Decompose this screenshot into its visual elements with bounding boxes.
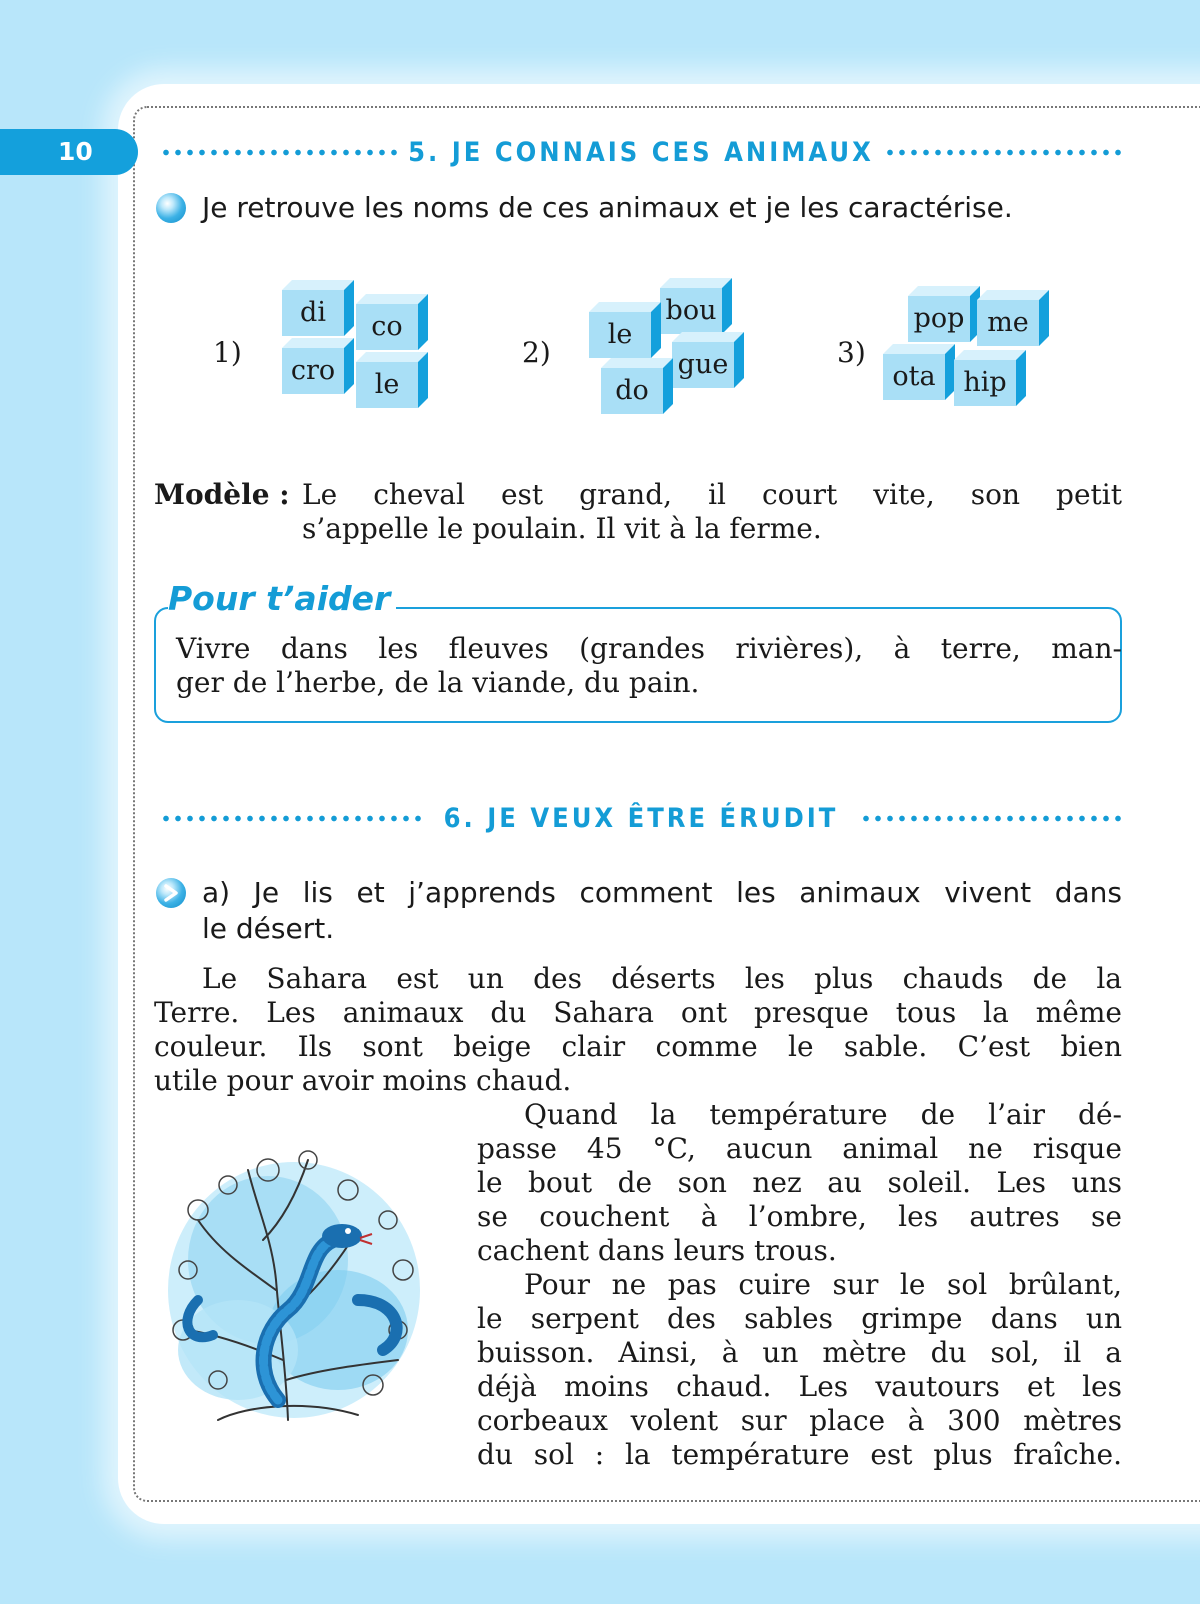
paragraph-line: Quand la température de l’air dé-	[524, 1098, 1122, 1131]
dotted-leader	[160, 815, 422, 822]
section-5-title: 5. JE CONNAIS CES ANIMAUX	[408, 136, 874, 168]
paragraph-line: buisson. Ainsi, à un mètre du sol, il a	[477, 1336, 1122, 1369]
paragraph-line: le serpent des sables grimpe dans un	[477, 1302, 1122, 1335]
snake-in-bush-illustration	[158, 1130, 430, 1430]
dotted-leader	[160, 149, 398, 156]
paragraph-line: corbeaux volent sur place à 300 mètres	[477, 1404, 1122, 1437]
paragraph-line: Pour ne pas cuire sur le sol brûlant,	[524, 1268, 1122, 1301]
syllable-cube: ota	[883, 344, 955, 400]
help-line: Vivre dans les fleuves (grandes rivières), à terre, man-	[176, 632, 1122, 665]
syllable-cube: pop	[908, 286, 980, 342]
paragraph-line: Le Sahara est un des déserts les plus chauds de la	[202, 962, 1122, 995]
section-6-instruction: le désert.	[202, 912, 335, 945]
puzzle-3-label: 3)	[837, 336, 866, 369]
paragraph-line: se couchent à l’ombre, les autres se	[477, 1200, 1122, 1233]
syllable-cube: bou	[660, 278, 732, 334]
paragraph-line: passe 45 °C, aucun animal ne risque	[477, 1132, 1122, 1165]
syllable-cube: le	[589, 302, 661, 358]
syllable-cube: cro	[282, 338, 354, 394]
paragraph-line: couleur. Ils sont beige clair comme le sable. C’est bien	[154, 1030, 1122, 1063]
paragraph-line: déjà moins chaud. Les vautours et les	[477, 1370, 1122, 1403]
paragraph-line: du sol : la température est plus fraîche.	[477, 1438, 1122, 1471]
syllable-cube: hip	[954, 350, 1026, 406]
model-line: Le cheval est grand, il court vite, son petit	[302, 478, 1122, 511]
syllable-cube: me	[977, 290, 1049, 346]
dotted-leader	[860, 815, 1122, 822]
paragraph-line: Terre. Les animaux du Sahara ont presque tous la même	[154, 996, 1122, 1029]
page-number: 10	[58, 137, 93, 166]
syllable-cube: do	[601, 358, 673, 414]
arrow-bullet-icon	[156, 878, 186, 908]
paragraph-line: le bout de son nez au soleil. Les uns	[477, 1166, 1122, 1199]
model-label: Modèle :	[154, 478, 290, 511]
model-line: s’appelle le poulain. Il vit à la ferme.	[302, 512, 822, 545]
circle-bullet-icon	[156, 193, 186, 223]
syllable-cube: gue	[672, 332, 744, 388]
help-text	[176, 632, 1124, 700]
section-5-heading	[160, 134, 1122, 170]
syllable-cube: le	[356, 352, 428, 408]
section-6-instruction: a) Je lis et j’apprends comment les animaux vivent dans	[202, 876, 1122, 909]
dotted-leader	[884, 149, 1122, 156]
section-5-instruction: Je retrouve les noms de ces animaux et je les caractérise.	[202, 191, 1013, 224]
syllable-cube: co	[356, 294, 428, 350]
puzzle-1-label: 1)	[213, 336, 242, 369]
section-6-title: 6. JE VEUX ÊTRE ÉRUDIT	[443, 802, 839, 834]
section-6-heading	[160, 800, 1122, 836]
puzzle-2-label: 2)	[522, 336, 551, 369]
syllable-cube: di	[282, 280, 354, 336]
paragraph-line: cachent dans leurs trous.	[477, 1234, 837, 1267]
help-title: Pour t’aider	[168, 580, 396, 618]
help-line: ger de l’herbe, de la viande, du pain.	[176, 666, 700, 699]
paragraph-line: utile pour avoir moins chaud.	[154, 1064, 572, 1097]
